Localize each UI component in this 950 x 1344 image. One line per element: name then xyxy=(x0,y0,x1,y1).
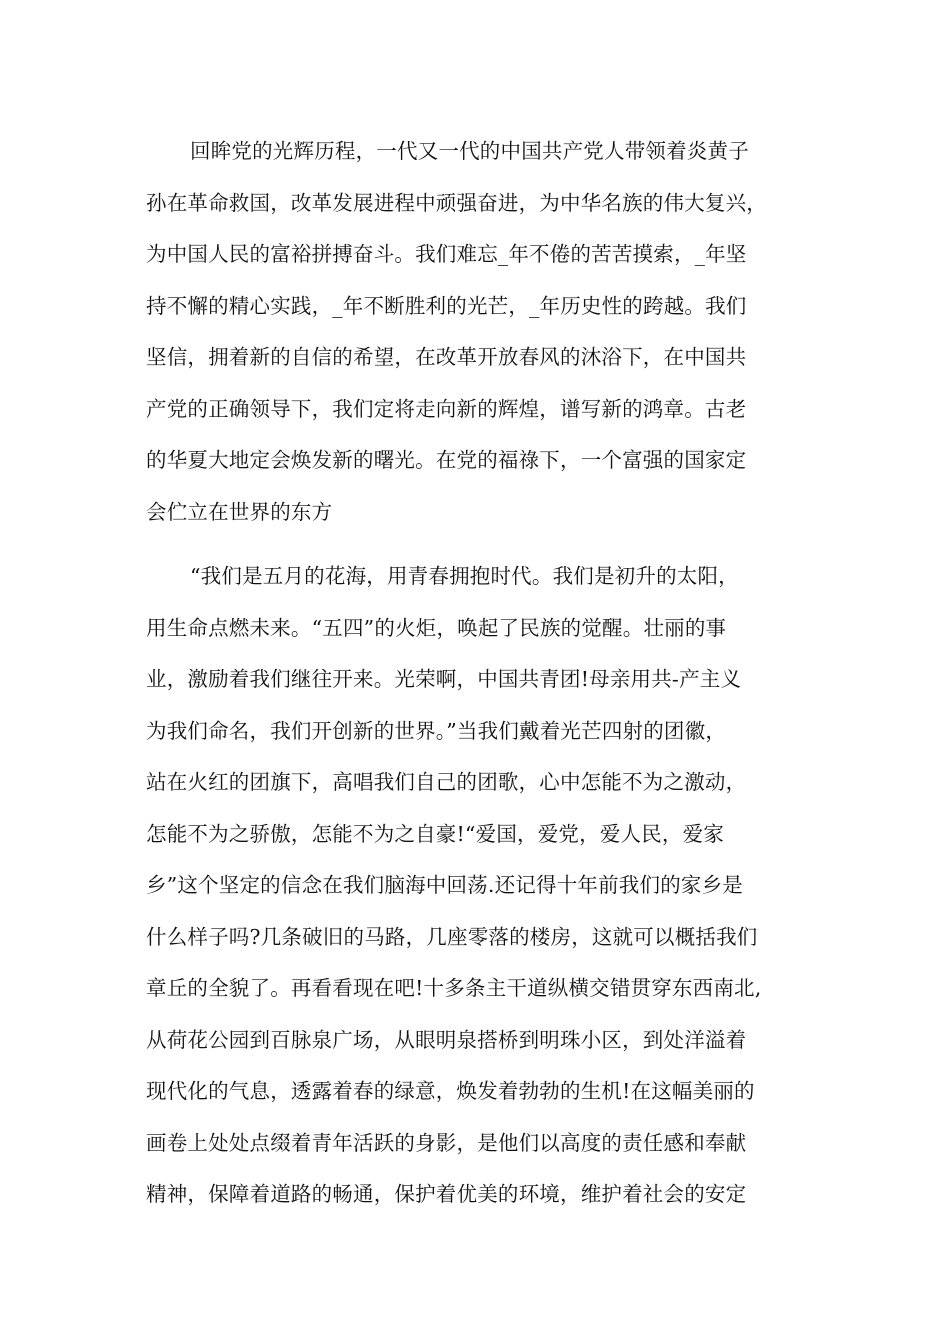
text-line: 从荷花公园到百脉泉广场，从眼明泉搭桥到明珠小区，到处洋溢着 xyxy=(146,1027,747,1052)
text-line: 什么样子吗?几条破旧的马路，几座零落的楼房，这就可以概括我们 xyxy=(146,924,758,949)
text-line: 用生命点燃未来。“五四”的火炬，唤起了民族的觉醒。壮丽的事 xyxy=(146,615,727,640)
text-line: 怎能不为之骄傲，怎能不为之自豪!“爱国，爱党，爱人民，爱家 xyxy=(146,821,725,846)
text-line: 画卷上处处点缀着青年活跃的身影，是他们以高度的责任感和奉献 xyxy=(146,1130,747,1155)
text-line: “我们是五月的花海，用青春拥抱时代。我们是初升的太阳， xyxy=(190,564,739,588)
text-line: 业，激励着我们继往开来。光荣啊，中国共青团!母亲用共-产主义 xyxy=(146,667,742,691)
text-line: 的华夏大地定会焕发新的曙光。在党的福祿下，一个富强的国家定 xyxy=(146,448,747,472)
text-line: 持不懈的精心实践，_年不断胜利的光芒，_年历史性的跨越。我们 xyxy=(146,293,747,318)
text-line: 为中国人民的富裕拼搏奋斗。我们难忘_年不倦的苦苦摸索，_年坚 xyxy=(146,242,747,266)
text-line: 站在火红的团旗下，高唱我们自己的团歌，心中怎能不为之激动， xyxy=(146,770,747,794)
text-line: 回眸党的光辉历程，一代又一代的中国共产党人带领着炎黄子 xyxy=(190,139,749,163)
text-line: 乡”这个坚定的信念在我们脑海中回荡.还记得十年前我们的家乡是 xyxy=(146,873,743,897)
text-line: 精神，保障着道路的畅通，保护着优美的环境，维护着社会的安定 xyxy=(146,1182,747,1206)
text-line: 现代化的气息，透露着春的绿意，焕发着勃勃的生机!在这幅美丽的 xyxy=(146,1079,755,1103)
paragraph-youth-league xyxy=(146,551,826,1221)
text-line: 产党的正确领导下，我们定将走向新的辉煌，谱写新的鸿章。古老 xyxy=(146,396,747,421)
text-line: 为我们命名，我们开创新的世界。”当我们戴着光芒四射的团徽， xyxy=(146,718,727,743)
text-line: 孙在革命救国，改革发展进程中顽强奋进，为中华名族的伟大复兴， xyxy=(146,190,767,215)
text-line: 章丘的全貌了。再看看现在吧!十多条主干道纵横交错贯穿东西南北, xyxy=(146,976,762,1000)
text-line: 坚信，拥着新的自信的希望，在改革开放春风的沐浴下，在中国共 xyxy=(146,345,747,369)
text-line: 会伫立在世界的东方 xyxy=(146,499,333,524)
paragraph-party-history xyxy=(146,126,826,538)
